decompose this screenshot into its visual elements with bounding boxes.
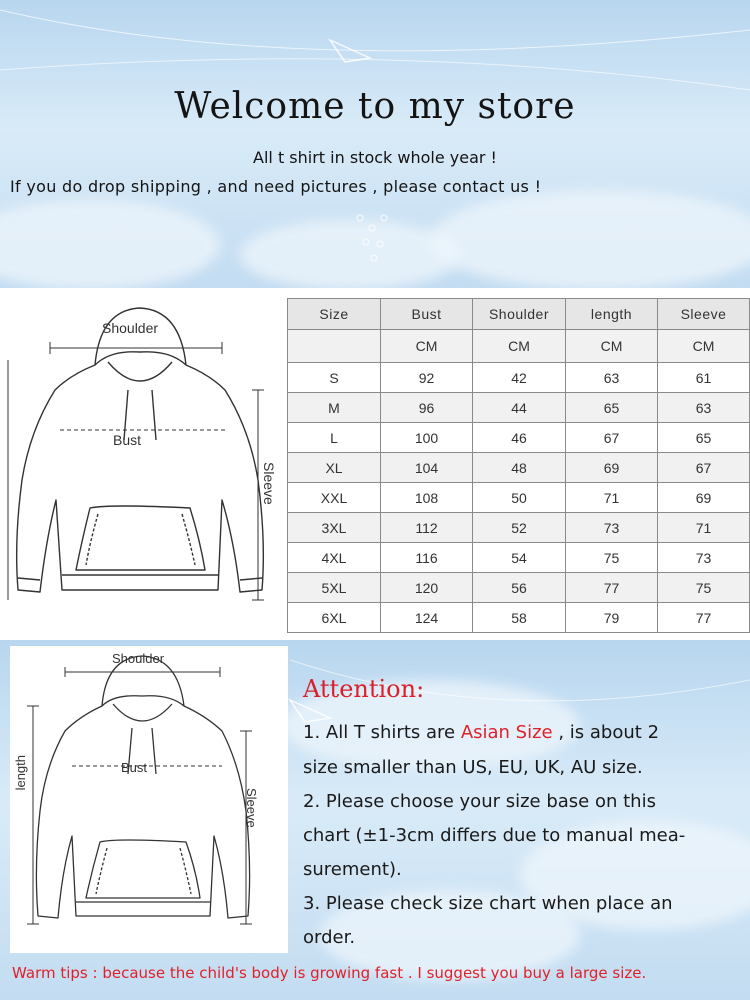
table-cell: 46 xyxy=(473,423,566,453)
small-length-label: length xyxy=(13,755,28,791)
table-cell: 65 xyxy=(566,393,658,423)
attention-item-3-cont: order. xyxy=(303,927,356,948)
attention-item-1-cont: size smaller than US, EU, UK, AU size. xyxy=(303,757,643,778)
table-cell: 3XL xyxy=(288,513,381,543)
table-row xyxy=(288,513,750,543)
unit-cell: CM xyxy=(658,330,750,363)
table-cell: 52 xyxy=(473,513,566,543)
table-cell: 92 xyxy=(381,363,473,393)
table-cell: 71 xyxy=(658,513,750,543)
table-cell: 112 xyxy=(381,513,473,543)
table-cell: 73 xyxy=(566,513,658,543)
unit-cell: CM xyxy=(381,330,473,363)
header-sleeve: Sleeve xyxy=(658,299,750,330)
table-row xyxy=(288,423,750,453)
shoulder-label: Shoulder xyxy=(102,320,159,336)
raindrops-icon xyxy=(357,215,387,261)
small-bust-label: Bust xyxy=(121,760,148,775)
asian-size-highlight: Asian Size xyxy=(460,722,553,743)
table-cell: 56 xyxy=(473,573,566,603)
table-header-row xyxy=(288,299,750,330)
table-cell: L xyxy=(288,423,381,453)
table-cell: 65 xyxy=(658,423,750,453)
table-cell: 75 xyxy=(566,543,658,573)
table-row xyxy=(288,483,750,513)
small-shoulder-label: Shoulder xyxy=(112,651,165,666)
size-table xyxy=(287,298,750,633)
header-size: Size xyxy=(288,299,381,330)
table-cell: 44 xyxy=(473,393,566,423)
table-cell: 61 xyxy=(658,363,750,393)
hoodie-diagram xyxy=(0,290,285,635)
table-cell: 71 xyxy=(566,483,658,513)
table-cell: 67 xyxy=(566,423,658,453)
table-cell: 73 xyxy=(658,543,750,573)
table-cell: 79 xyxy=(566,603,658,633)
table-cell: 124 xyxy=(381,603,473,633)
paper-plane-icon xyxy=(290,700,330,722)
bust-label: Bust xyxy=(113,432,142,448)
table-cell: 67 xyxy=(658,453,750,483)
table-cell: 104 xyxy=(381,453,473,483)
header-bust: Bust xyxy=(381,299,473,330)
table-cell: 54 xyxy=(473,543,566,573)
unit-cell: CM xyxy=(566,330,658,363)
table-cell: 77 xyxy=(566,573,658,603)
table-cell: 4XL xyxy=(288,543,381,573)
header-length: length xyxy=(566,299,658,330)
table-cell: 96 xyxy=(381,393,473,423)
sleeve-label: Sleeve xyxy=(261,462,277,505)
table-cell: 50 xyxy=(473,483,566,513)
table-cell: XXL xyxy=(288,483,381,513)
stock-note: All t shirt in stock whole year ! xyxy=(253,148,497,167)
table-cell: 42 xyxy=(473,363,566,393)
table-cell: 58 xyxy=(473,603,566,633)
table-cell: 63 xyxy=(658,393,750,423)
attention-item-2-cont: chart (±1-3cm differs due to manual mea- xyxy=(303,825,686,846)
header-shoulder: Shoulder xyxy=(473,299,566,330)
attention-item-2: 2. Please choose your size base on this xyxy=(303,791,656,812)
table-cell: 108 xyxy=(381,483,473,513)
table-row xyxy=(288,363,750,393)
table-cell: 116 xyxy=(381,543,473,573)
table-cell: 69 xyxy=(658,483,750,513)
unit-row xyxy=(288,330,750,363)
table-cell: XL xyxy=(288,453,381,483)
unit-cell xyxy=(288,330,381,363)
attention-item-2-end: surement). xyxy=(303,859,402,880)
table-row xyxy=(288,543,750,573)
table-cell: 69 xyxy=(566,453,658,483)
attention-item-3: 3. Please check size chart when place an xyxy=(303,893,673,914)
top-banner xyxy=(0,0,750,288)
attention-item-1 xyxy=(303,722,659,743)
table-row xyxy=(288,453,750,483)
dropship-note: If you do drop shipping , and need pictures , please contact us ! xyxy=(10,177,542,196)
attention-text: , is about 2 xyxy=(552,722,660,743)
table-row xyxy=(288,603,750,633)
table-cell: 100 xyxy=(381,423,473,453)
table-row xyxy=(288,393,750,423)
table-cell: 6XL xyxy=(288,603,381,633)
table-cell: 63 xyxy=(566,363,658,393)
small-sleeve-label: Sleeve xyxy=(244,788,259,828)
attention-text: 1. All T shirts are xyxy=(303,722,461,743)
table-cell: 120 xyxy=(381,573,473,603)
unit-cell: CM xyxy=(473,330,566,363)
table-cell: 48 xyxy=(473,453,566,483)
welcome-title: Welcome to my store xyxy=(174,86,576,127)
table-cell: M xyxy=(288,393,381,423)
warm-tips: Warm tips : because the child's body is growing fast . I suggest you buy a large size. xyxy=(12,964,647,982)
decor-lines xyxy=(0,0,750,288)
table-cell: S xyxy=(288,363,381,393)
table-cell: 75 xyxy=(658,573,750,603)
attention-title: Attention: xyxy=(303,675,425,703)
table-cell: 5XL xyxy=(288,573,381,603)
table-cell: 77 xyxy=(658,603,750,633)
table-row xyxy=(288,573,750,603)
